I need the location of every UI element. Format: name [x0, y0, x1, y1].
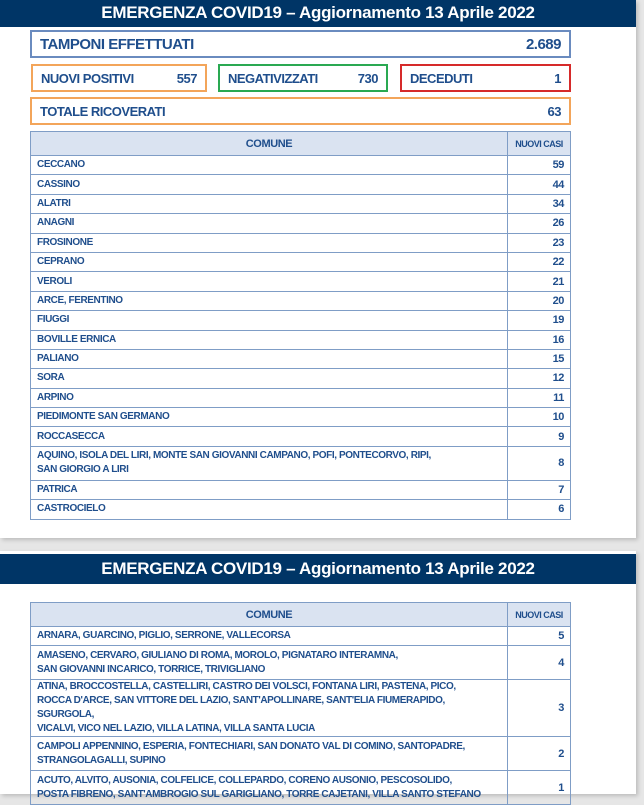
- comune-cell: ARPINO: [31, 388, 508, 407]
- comune-cell: FIUGGI: [31, 311, 508, 330]
- comune-line: ACUTO, ALVITO, AUSONIA, COLFELICE, COLLEPARDO, CORENO AUSONIO, PESCOSOLIDO,: [37, 774, 452, 786]
- table-row: [31, 291, 571, 310]
- nuovi-casi-cell: 20: [508, 291, 571, 310]
- negativizzati-label: NEGATIVIZZATI: [228, 70, 318, 86]
- comune-cell: PIEDIMONTE SAN GERMANO: [31, 408, 508, 427]
- comune-line: VICALVI, VICO NEL LAZIO, VILLA LATINA, VILLA SANTA LUCIA: [37, 723, 315, 735]
- nuovi-casi-cell: 12: [508, 369, 571, 388]
- comuni-table-1: [30, 131, 571, 520]
- comune-cell: PALIANO: [31, 349, 508, 368]
- table-row: [31, 446, 571, 480]
- comune-cell: [31, 771, 508, 805]
- nuovi-casi-cell: 23: [508, 233, 571, 252]
- comune-cell: ARCE, FERENTINO: [31, 291, 508, 310]
- nuovi-casi-cell: 34: [508, 194, 571, 213]
- nuovi-positivi-box: [31, 64, 207, 92]
- comune-cell: VEROLI: [31, 272, 508, 291]
- comune-line: AQUINO, ISOLA DEL LIRI, MONTE SAN GIOVANNI CAMPANO, POFI, PONTECORVO, RIPI,: [37, 450, 431, 462]
- header-nuovi-casi: NUOVI CASI: [508, 603, 571, 627]
- comune-cell: CEPRANO: [31, 252, 508, 271]
- table-row: [31, 388, 571, 407]
- comune-cell: ANAGNI: [31, 214, 508, 233]
- nuovi-casi-cell: 21: [508, 272, 571, 291]
- comune-line: POSTA FIBRENO, SANT'AMBROGIO SUL GARIGLIANO, TORRE CAJETANI, VILLA SANTO STEFANO: [37, 788, 481, 800]
- negativizzati-box: [218, 64, 388, 92]
- nuovi-positivi-value: 557: [176, 70, 197, 86]
- comune-cell: [31, 646, 508, 680]
- comune-cell: ALATRI: [31, 194, 508, 213]
- table-row: [31, 771, 571, 805]
- banner-title: EMERGENZA COVID19 – Aggiornamento 13 Aprile 2022: [0, 0, 636, 27]
- comune-line: AMASENO, CERVARO, GIULIANO DI ROMA, MOROLO, PIGNATARO INTERAMNA,: [37, 649, 398, 661]
- nuovi-casi-cell: 26: [508, 214, 571, 233]
- nuovi-casi-cell: 22: [508, 252, 571, 271]
- totale-ricoverati-value: 63: [547, 103, 561, 119]
- table-row: [31, 156, 571, 175]
- nuovi-casi-cell: 44: [508, 175, 571, 194]
- totale-ricoverati-box: [30, 97, 571, 125]
- comune-cell: [31, 737, 508, 771]
- comune-line: ATINA, BROCCOSTELLA, CASTELLIRI, CASTRO DEI VOLSCI, FONTANA LIRI, PASTENA, PICO,: [37, 681, 456, 693]
- header-comune: COMUNE: [31, 132, 508, 156]
- comune-cell: CASSINO: [31, 175, 508, 194]
- deceduti-box: [400, 64, 571, 92]
- table-row: [31, 311, 571, 330]
- header-comune: COMUNE: [31, 603, 508, 627]
- comune-line: CAMPOLI APPENNINO, ESPERIA, FONTECHIARI, SAN DONATO VAL DI COMINO, SANTOPADRE,: [37, 740, 465, 752]
- comune-cell: [31, 680, 508, 737]
- nuovi-casi-cell: 16: [508, 330, 571, 349]
- nuovi-casi-cell: 7: [508, 480, 571, 499]
- table-row: [31, 627, 571, 646]
- tamponi-label: TAMPONI EFFETTUATI: [40, 35, 194, 53]
- comune-cell: BOVILLE ERNICA: [31, 330, 508, 349]
- table-row: [31, 737, 571, 771]
- comune-cell: [31, 627, 508, 646]
- deceduti-label: DECEDUTI: [410, 70, 473, 86]
- tamponi-value: 2.689: [525, 35, 561, 53]
- table-row: [31, 252, 571, 271]
- table-row: [31, 175, 571, 194]
- comune-line: STRANGOLAGALLI, SUPINO: [37, 754, 166, 766]
- nuovi-positivi-label: NUOVI POSITIVI: [41, 70, 134, 86]
- table-row: [31, 214, 571, 233]
- nuovi-casi-cell: 2: [508, 737, 571, 771]
- table-row: [31, 194, 571, 213]
- comune-cell: ROCCASECCA: [31, 427, 508, 446]
- table-row: [31, 680, 571, 737]
- nuovi-casi-cell: 5: [508, 627, 571, 646]
- nuovi-casi-cell: 1: [508, 771, 571, 805]
- comune-cell: CECCANO: [31, 156, 508, 175]
- table-row: [31, 480, 571, 499]
- totale-ricoverati-label: TOTALE RICOVERATI: [40, 103, 166, 119]
- table-row: [31, 272, 571, 291]
- nuovi-casi-cell: 4: [508, 646, 571, 680]
- nuovi-casi-cell: 59: [508, 156, 571, 175]
- nuovi-casi-cell: 19: [508, 311, 571, 330]
- comune-line: SAN GIORGIO A LIRI: [37, 464, 129, 476]
- nuovi-casi-cell: 3: [508, 680, 571, 737]
- table-row: [31, 330, 571, 349]
- tamponi-box: [30, 30, 571, 58]
- comune-cell: FROSINONE: [31, 233, 508, 252]
- nuovi-casi-cell: 11: [508, 388, 571, 407]
- comune-cell: [31, 446, 508, 480]
- table-row: [31, 369, 571, 388]
- comune-line: SAN GIOVANNI INCARICO, TORRICE, TRIVIGLIANO: [37, 663, 265, 675]
- banner-title-2: EMERGENZA COVID19 – Aggiornamento 13 Aprile 2022: [0, 554, 636, 584]
- negativizzati-value: 730: [357, 70, 378, 86]
- nuovi-casi-cell: 8: [508, 446, 571, 480]
- table-row: [31, 408, 571, 427]
- nuovi-casi-cell: 9: [508, 427, 571, 446]
- comuni-table-2: [30, 602, 571, 805]
- nuovi-casi-cell: 10: [508, 408, 571, 427]
- header-nuovi-casi: NUOVI CASI: [508, 132, 571, 156]
- comune-cell: SORA: [31, 369, 508, 388]
- table-row: [31, 427, 571, 446]
- comune-line: ARNARA, GUARCINO, PIGLIO, SERRONE, VALLECORSA: [37, 630, 291, 642]
- comune-cell: PATRICA: [31, 480, 508, 499]
- deceduti-value: 1: [554, 70, 561, 86]
- nuovi-casi-cell: 6: [508, 500, 571, 519]
- comune-cell: CASTROCIELO: [31, 500, 508, 519]
- comune-line: ROCCA D'ARCE, SAN VITTORE DEL LAZIO, SANT'APOLLINARE, SANT'ELIA FIUMERAPIDO, SGURGOLA,: [37, 695, 445, 721]
- nuovi-casi-cell: 15: [508, 349, 571, 368]
- table-row: [31, 500, 571, 519]
- table-row: [31, 646, 571, 680]
- table-row: [31, 349, 571, 368]
- table-row: [31, 233, 571, 252]
